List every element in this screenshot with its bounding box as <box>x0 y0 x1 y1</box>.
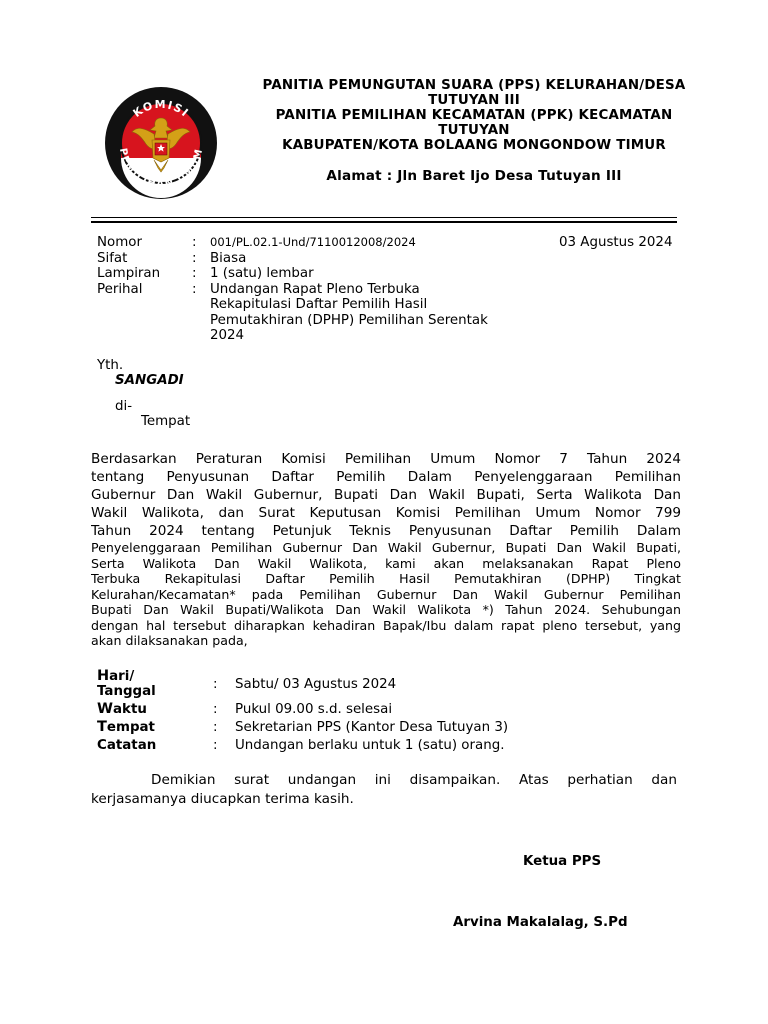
sifat-label: Sifat <box>97 250 128 266</box>
schedule-separator: : <box>213 720 218 735</box>
meta-sifat <box>97 251 537 267</box>
body-line: tentang Penyusunan Daftar Pemilih Dalam Penyelenggaraan Pemilihan <box>91 469 681 485</box>
body-line: Gubernur Dan Wakil Gubernur, Bupati Dan Wakil Bupati, Serta Walikota Dan <box>91 487 681 503</box>
kpu-emblem-icon <box>104 86 218 200</box>
perihal-line: Pemutakhiran (DPHP) Pemilihan Serentak <box>210 312 488 328</box>
body-line: Penyelenggaraan Pemilihan Gubernur Dan Wakil Gubernur, Bupati Dan Wakil Bupati, <box>91 540 681 555</box>
lampiran-separator: : <box>192 266 197 281</box>
perihal-separator: : <box>192 281 197 297</box>
body-line: Bupati Dan Wakil Bupati/Walikota Dan Wakil Walikota *) Tahun 2024. Sehubungan <box>91 602 681 617</box>
closing-line: kerjasamanya diucapkan terima kasih. <box>91 791 354 807</box>
closing-line: Demikian surat undangan ini disampaikan. Atas perhatian dan <box>151 772 677 788</box>
schedule-value-catatan: Undangan berlaku untuk 1 (satu) orang. <box>235 738 505 753</box>
closing-paragraph <box>91 771 677 809</box>
header-line-1: PANITIA PEMUNGUTAN SUARA (PPS) KELURAHAN/DESA <box>262 78 686 93</box>
schedule-value-waktu: Pukul 09.00 s.d. selesai <box>235 702 393 717</box>
header-address: Alamat : Jln Baret Ijo Desa Tutuyan III <box>326 168 622 184</box>
schedule-separator: : <box>213 702 218 717</box>
body-line: Wakil Walikota, dan Surat Keputusan Komisi Pemilihan Umum Nomor 799 <box>91 505 681 521</box>
letterhead <box>230 78 718 184</box>
sifat-separator: : <box>192 250 197 266</box>
sifat-value: Biasa <box>210 250 247 266</box>
body-line: akan dilaksanakan pada, <box>91 633 248 648</box>
body-line: Tahun 2024 tentang Petunjuk Teknis Penyusunan Daftar Pemilih Dalam <box>91 523 681 539</box>
letter-date: 03 Agustus 2024 <box>559 235 673 250</box>
nomor-value: 001/PL.02.1-Und/7110012008/2024 <box>210 235 416 249</box>
perihal-line: Undangan Rapat Pleno Terbuka <box>210 281 420 297</box>
letter-meta <box>97 235 537 344</box>
signature-name: Arvina Makalalag, S.Pd <box>453 915 628 930</box>
perihal-label: Perihal <box>97 281 143 297</box>
schedule-row-catatan <box>97 738 657 753</box>
meta-perihal <box>97 282 537 344</box>
schedule-label-hari: Hari/ Tanggal <box>97 668 156 699</box>
schedule-label-tempat: Tempat <box>97 719 155 735</box>
body-line: Terbuka Rekapitulasi Daftar Pemilih Hasil Pemutakhiran (DPHP) Tingkat <box>91 571 681 586</box>
header-divider-thin <box>91 217 677 218</box>
addressee-place: Tempat <box>141 414 191 429</box>
addressee-name: SANGADI <box>115 373 184 388</box>
logo-text-bottom: PEMILIHAN UMUM <box>116 147 206 190</box>
perihal-value <box>210 282 537 344</box>
meeting-schedule <box>97 669 657 753</box>
body-line: Kelurahan/Kecamatan* pada Pemilihan Gubernur Dan Wakil Gubernur Pemilihan <box>91 586 681 602</box>
header-line-4: TUTUYAN <box>438 123 510 138</box>
meta-lampiran <box>97 266 537 282</box>
lampiran-value: 1 (satu) lembar <box>210 266 314 281</box>
nomor-separator: : <box>192 235 197 250</box>
schedule-label-waktu: Waktu <box>97 701 147 717</box>
schedule-row-waktu <box>97 702 657 717</box>
schedule-row-tempat <box>97 720 657 735</box>
schedule-row-hari <box>97 669 657 699</box>
lampiran-label: Lampiran <box>97 266 161 281</box>
header-line-2: TUTUYAN III <box>428 93 520 108</box>
header-divider-thick <box>91 221 677 223</box>
body-line: Serta Walikota Dan Wakil Walikota, kami akan melaksanakan Rapat Pleno <box>91 555 681 571</box>
logo-text-top: KOMISI <box>130 97 192 120</box>
schedule-value-hari: Sabtu/ 03 Agustus 2024 <box>235 676 397 692</box>
header-line-5: KABUPATEN/KOTA BOLAANG MONGONDOW TIMUR <box>282 138 666 153</box>
body-line: Berdasarkan Peraturan Komisi Pemilihan Umum Nomor 7 Tahun 2024 <box>91 451 681 467</box>
addressee-di: di- <box>115 399 133 414</box>
header-line-3: PANITIA PEMILIHAN KECAMATAN (PPK) KECAMATAN <box>275 108 673 123</box>
nomor-label: Nomor <box>97 235 142 250</box>
perihal-line: Rekapitulasi Daftar Pemilih Hasil <box>210 297 428 312</box>
addressee-salutation: Yth. <box>97 358 124 373</box>
perihal-line: 2024 <box>210 328 245 343</box>
meta-nomor <box>97 235 537 251</box>
letter-body <box>91 450 681 649</box>
schedule-label-catatan: Catatan <box>97 738 157 753</box>
schedule-value-tempat: Sekretarian PPS (Kantor Desa Tutuyan 3) <box>235 720 509 735</box>
body-line: dengan hal tersebut diharapkan kehadiran Bapak/Ibu dalam rapat pleno tersebut, yang <box>91 617 681 633</box>
schedule-separator: : <box>213 676 218 692</box>
signature-title: Ketua PPS <box>523 854 602 869</box>
schedule-separator: : <box>213 738 218 753</box>
kpu-logo <box>104 86 218 200</box>
